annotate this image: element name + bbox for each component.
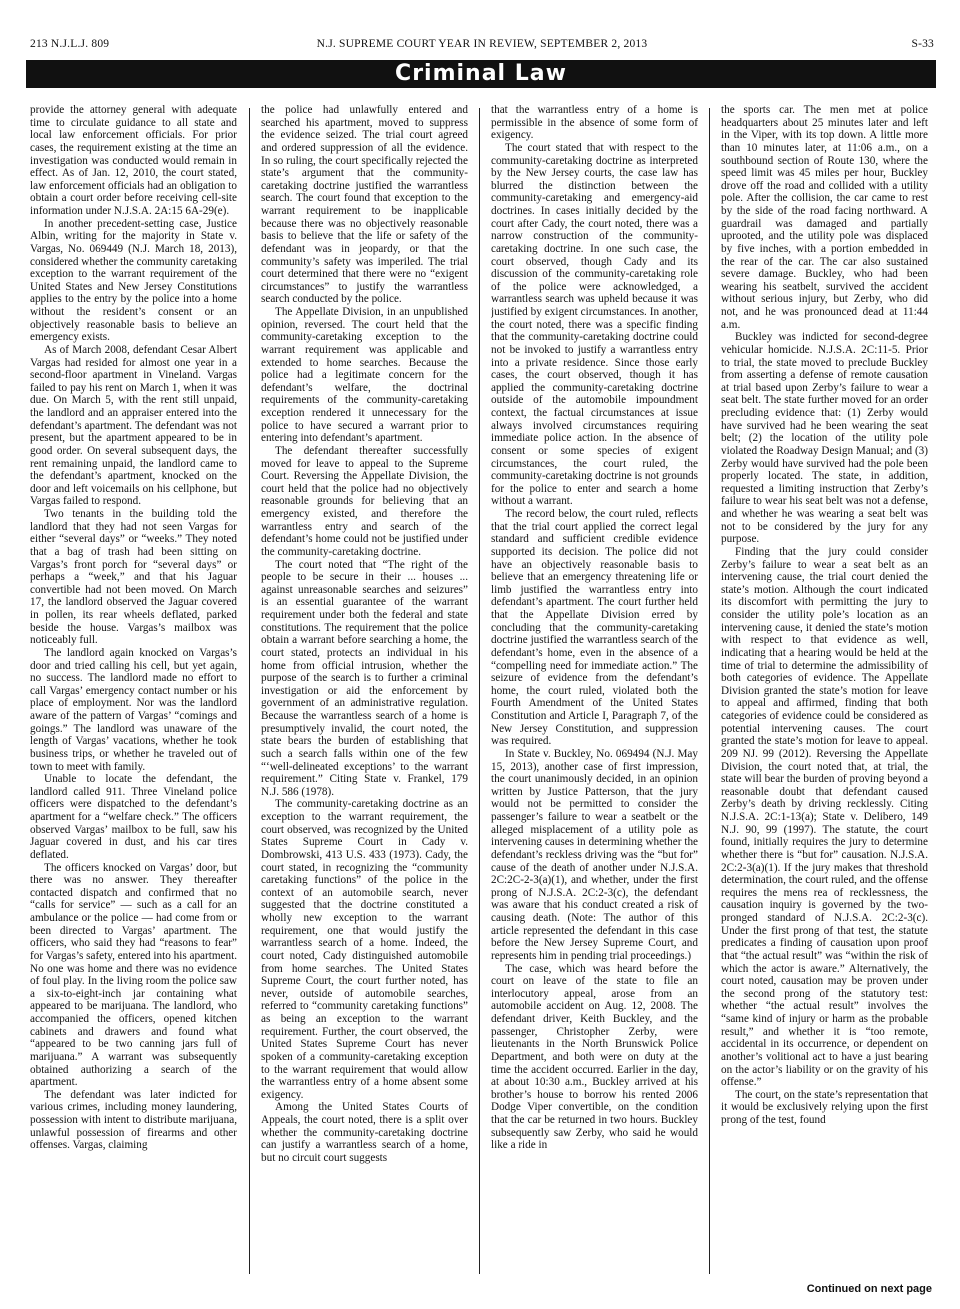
article-paragraph: In another precedent-setting case, Justice Albin, writing for the majority in State v. Vargas, No. 069449 (N.J. March 18, 2013), considered whether the community caretaking exception to the warrant requirement of the United States and New Jersey Constitutions applies to the entry by the police into a home without the resident’s consent or an objectively reasonable basis to believe an emergency exists.	[30, 217, 237, 344]
article-paragraph: The record below, the court ruled, reflects that the trial court applied the correct legal standard and sufficient credible evidence supported its decision. The police did not have an objectively reasonable basis to believe that an emergency threatening life or limb justified the warrantless entry into defendant’s apartment. The court further held that the Appellate Division erred by concluding that the community-caretaking doctrine justified the warrantless search of the defendant’s home, even in the absence of a “compelling need for immediate action.” The seizure of evidence from the defendant’s home, the court ruled, violated both the Fourth Amendment of the United States Constitution and Article I, Paragraph 7, of the New Jersey Constitution, and suppression was required.	[491, 508, 698, 748]
article-paragraph: The court noted that “The right of the people to be secure in their ... houses ... against unreasonable searches and seizures” is an essential guarantee of the warrant requirement under both the federal and state constitutions. The requirement that the police obtain a warrant before searching a home, the court stated, protects an individual in his home from official intrusion, whether the purpose of the search is to further a criminal investigation or aid the enforcement by government of an administrative regulation. Because the warrantless search of a home is presumptively invalid, the court noted, the state bears the burden of establishing that such a search falls within one of the few “‘well-delineated exceptions’ to the warrant requirement.” Citing State v. Frankel, 179 N.J. 586 (1978).	[261, 558, 468, 798]
article-paragraph: Unable to locate the defendant, the landlord called 911. Three Vineland police officers were dispatched to the defendant’s apartment for a “welfare check.” The officers observed Vargas’ mailbox to be full, saw his Jaguar covered in dust, and his car tires deflated.	[30, 773, 237, 861]
column-2	[261, 104, 468, 1276]
article-paragraph: The defendant was later indicted for various crimes, including money laundering, possession with intent to distribute marijuana, unlawful possession of firearms and other offenses. Vargas, claiming	[30, 1088, 237, 1152]
article-paragraph: Buckley was indicted for second-degree vehicular homicide. N.J.S.A. 2C:11-5. Prior to trial, the state moved to preclude Buckley from asserting a defense of remote causation at trial based upon Zerby’s failure to wear a seat belt. The state further moved for an order precluding evidence that: (1) Zerby would have survived had he been wearing the seat belt; (2) the location of the utility pole violated the Roadway Design Manual; and (3) Zerby would have survived had the pole been properly located. The state, in addition, requested a limiting instruction that Zerby’s failure to wear his seat belt was not a defense, and whether he was wearing a seat belt was not to be considered by the jury for any purpose.	[721, 331, 928, 546]
article-paragraph: The landlord again knocked on Vargas’s door and tried calling his cell, but yet again, no success. The landlord made no effort to call Vargas’ emergency contact number or his place of employment. Nor was the landlord aware of the pattern of Vargas’ “comings and goings.” The landlord was unaware of the length of Vargas’ vacations, whether he took business trips, or whether he traveled out of town to meet with family.	[30, 646, 237, 773]
article-paragraph: Two tenants in the building told the landlord that they had not seen Vargas for either “several days” or “weeks.” They noted that a bag of trash had been sitting on Vargas’s front porch for “several days” or perhaps a “week,” and that his Jaguar convertible had not been moved. On March 17, the landlord observed the Jaguar covered in pollen, its rear wheels deflated, parked beside the house. Vargas’s mailbox was noticeably full.	[30, 508, 237, 647]
continued-notice: Continued on next page	[806, 1283, 932, 1295]
article-columns	[30, 104, 934, 1276]
article-paragraph: The case, which was heard before the court on leave of the state to file an interlocutory appeal, arose from an automobile accident on Aug. 12, 2008. The defendant driver, Keith Buckley, and the passenger, Christopher Zerby, were lieutenants in the North Brunswick Police Department, and both were on duty at the time the accident occurred. Earlier in the day, at about 10:30 a.m., Buckley arrived at his brother’s house to borrow his rented 2006 Dodge Viper convertible, on the condition that the car be returned in two hours. Buckley subsequently saw Zerby, who said he would like a ride in	[491, 962, 698, 1152]
article-paragraph: the sports car. The men met at police headquarters about 25 minutes later and left in the Viper, with its top down. A little more than 10 minutes later, at 11:06 a.m., on a southbound section of Route 130, where the speed limit was 45 miles per hour, Buckley drove off the road and collided with a utility pole. After the collision, the car came to rest by the side of the road facing northward. A guardrail was damaged and partially uprooted, and the utility pole was displaced by five inches, with a portion embedded in the rear of the car. The car also sustained severe damage. Buckley, who had been wearing his seatbelt, survived the accident without serious injury, but Zerby, who did not, and he was pronounced dead at 11:44 a.m.	[721, 104, 928, 331]
article-paragraph: The defendant thereafter successfully moved for leave to appeal to the Supreme Court. Reversing the Appellate Division, the court held that the police had no objectively reasonable grounds for believing that an emergency existed, and therefore the warrantless entry and search of the defendant’s home could not be justified under the community-caretaking doctrine.	[261, 444, 468, 558]
article-paragraph: the police had unlawfully entered and searched his apartment, moved to suppress the evidence seized. The trial court agreed and ordered suppression of all the evidence. In so ruling, the court specifically rejected the state’s argument that the community-caretaking doctrine justified the warrantless search. The court found that exception to the warrant requirement to be inapplicable because there was no objectively reasonable basis to believe that the life or safety of the defendant was in jeopardy, or that the community’s safety was imperiled. The trial court determined that there were no “exigent circumstances” to justify the warrantless search conducted by the police.	[261, 104, 468, 306]
article-paragraph: The community-caretaking doctrine as an exception to the warrant requirement, the court observed, was recognized by the United States Supreme Court in Cady v. Dombrowski, 413 U.S. 433 (1973). Cady, the court stated, in recognizing the “community caretaking functions” of the police in the context of an automobile search, never suggested that the doctrine constituted a wholly new exception to the warrant requirement, one that would justify the warrantless search of a home. Indeed, the court noted, Cady distinguished automobile from home searches. The United States Supreme Court, the court further noted, has never, outside of automobile searches, referred to “community caretaking functions” as being an exception to the warrant requirement. Further, the court observed, the United States Supreme Court has never spoken of a community-caretaking exception to the warrant requirement that would allow the warrantless entry of a home absent some exigency.	[261, 798, 468, 1101]
article-paragraph: Finding that the jury could consider Zerby’s failure to wear a seat belt as an intervening cause, the trial court denied the state’s motion. Although the court indicated its discomfort with permitting the jury to consider the utility pole’s location as an intervening cause, it denied the state’s motion with respect to that evidence as well, indicating that a hearing would be held at the time of trial to determine the admissibility of both categories of evidence. The Appellate Division granted the state’s motion for leave to appeal and affirmed, finding that both categories of evidence could be considered as potential intervening causes. The court granted the state’s motion for leave to appeal. 209 NJ. 99 (2012). Reversing the Appellate Division, the court noted that, at trial, the state will bear the burden of proving beyond a reasonable doubt that defendant caused Zerby’s death by driving recklessly. Citing N.J.S.A. 2C:1-13(a); State v. Delibero, 149 N.J. 90, 99 (1997). The statute, the court found, initially requires the jury to determine whether there is “but for” causation. N.J.S.A. 2C:2-3(a)(1). If the jury makes that threshold determination, the court ruled, and the offense requires the mens rea of recklessness, the causation inquiry is governed by the two-pronged standard of N.J.S.A. 2C:2-3(c). Under the first prong of that test, the statute predicates a finding of causation upon proof that “the actual result” was “within the risk of which the actor is aware.” Alternatively, the court noted, causation may be proven under the second prong of the statutory test: whether “the actual result” involves the “same kind of injury or harm as the probable result,” and whether it is “too remote, accidental in its occurrence, or dependent on another’s volitional act to have a just bearing on the actor’s liability or on the gravity of his offense.”	[721, 545, 928, 1089]
column-4	[721, 104, 928, 1276]
header-publication: N.J. SUPREME COURT YEAR IN REVIEW, SEPTEMBER 2, 2013	[316, 38, 648, 50]
article-paragraph: provide the attorney general with adequate time to circulate guidance to all state and local law enforcement officials. For prior cases, the requirement existing at the time an investigation was conducted would remain in effect. As of Jan. 12, 2010, the court stated, law enforcement officials had an obligation to obtain a court order before receiving cell-site information under N.J.S.A. 2A:15 6A-29(e).	[30, 104, 237, 217]
article-paragraph: The court stated that with respect to the community-caretaking doctrine as interpreted by the New Jersey courts, the case law has blurred the distinction between the community-caretaking and emergency-aid doctrines. In cases initially decided by the court after Cady, the court noted, there was a narrow construction of the community-caretaking doctrine. In one such case, the court observed, though Cady and its discussion of the community-caretaking role of the police were acknowledged, a warrantless search was upheld because it was justified by exigent circumstances. In another, the court noted, there was a specific finding that the community-caretaking doctrine could not be invoked to justify a warrantless entry into a private residence. Since those early cases, the court observed, though it has applied the community-caretaking doctrine outside of the automobile impoundment context, the factual circumstances at issue always involved circumstances requiring immediate police action. In the absence of consent or some species of exigent circumstances, the court ruled, the community-caretaking doctrine is not grounds for the police to enter and search a home without a warrant.	[491, 141, 698, 508]
column-1	[30, 104, 237, 1276]
article-paragraph: The Appellate Division, in an unpublished opinion, reversed. The court held that the community-caretaking exception to the warrant requirement was applicable and extended to home searches. Because the police had a legitimate concern for the defendant’s welfare, the doctrinal requirements of the community-caretaking exception rendered it unnecessary for the police to have secured a warrant prior to entering into defendant’s apartment.	[261, 306, 468, 445]
column-rule	[479, 108, 480, 1274]
article-paragraph: The court, on the state’s representation that it would be exclusively relying upon the first prong of the test, found	[721, 1088, 928, 1126]
column-3	[491, 104, 698, 1276]
article-paragraph: The officers knocked on Vargas’ door, but there was no answer. They thereafter contacted dispatch and confirmed that no “calls for service” — such as a call for an ambulance or the police — had come from or been directed to Vargas’ apartment. The officers, who said they had “reasons to fear” for Vargas’s safety, entered into his apartment. No one was home and there was no evidence of foul play. In the living room the police saw a six-to-eight-inch jar containing what appeared to be marijuana. The landlord, who accompanied the officers, opened kitchen cabinets and drawers and found what “appeared to be two canning jars full of marijuana.” A warrant was subsequently obtained authorizing a search of the apartment.	[30, 861, 237, 1089]
header-page-number: S-33	[911, 38, 934, 50]
article-paragraph: that the warrantless entry of a home is permissible in the absence of some form of exigency.	[491, 104, 698, 142]
running-header	[30, 38, 934, 54]
article-paragraph: Among the United States Courts of Appeals, the court noted, there is a split over whether the community-caretaking doctrine can justify a warrantless search of a home, but no circuit court suggests	[261, 1101, 468, 1164]
section-banner: Criminal Law	[26, 60, 936, 88]
column-rule	[709, 108, 710, 1274]
column-rule	[249, 108, 250, 1274]
article-paragraph: As of March 2008, defendant Cesar Albert Vargas had resided for almost one year in a second-floor apartment in Vineland. Vargas failed to pay his rent on March 1, when it was due. On March 5, with the rent still unpaid, the landlord and an appraiser entered into the defendant’s apartment. The defendant was not present, but the apartment appeared to be in good order. On several subsequent days, the rent remaining unpaid, the landlord came to the defendant’s apartment, knocked on the door and left voicemails on his cellphone, but Vargas failed to respond.	[30, 343, 237, 508]
header-citation: 213 N.J.L.J. 809	[30, 38, 110, 50]
article-paragraph: In State v. Buckley, No. 069494 (N.J. May 15, 2013), another case of first impression, the court unanimously decided, in an opinion written by Justice Patterson, that the jury would not be permitted to consider the passenger’s failure to wear a seatbelt or the alleged misplacement of a utility pole as intervening causes in determining whether the defendant’s reckless driving was the “but for” cause of the death of another under N.J.S.A. 2C:2C-2-3(a)(1), and whether, under the first prong of N.J.S.A. 2C:2-3(c), the defendant was aware that his conduct created a risk of causing death. (Note: The author of this article represented the defendant in this case before the New Jersey Supreme Court, and represents him in pending trial proceedings.)	[491, 747, 698, 962]
